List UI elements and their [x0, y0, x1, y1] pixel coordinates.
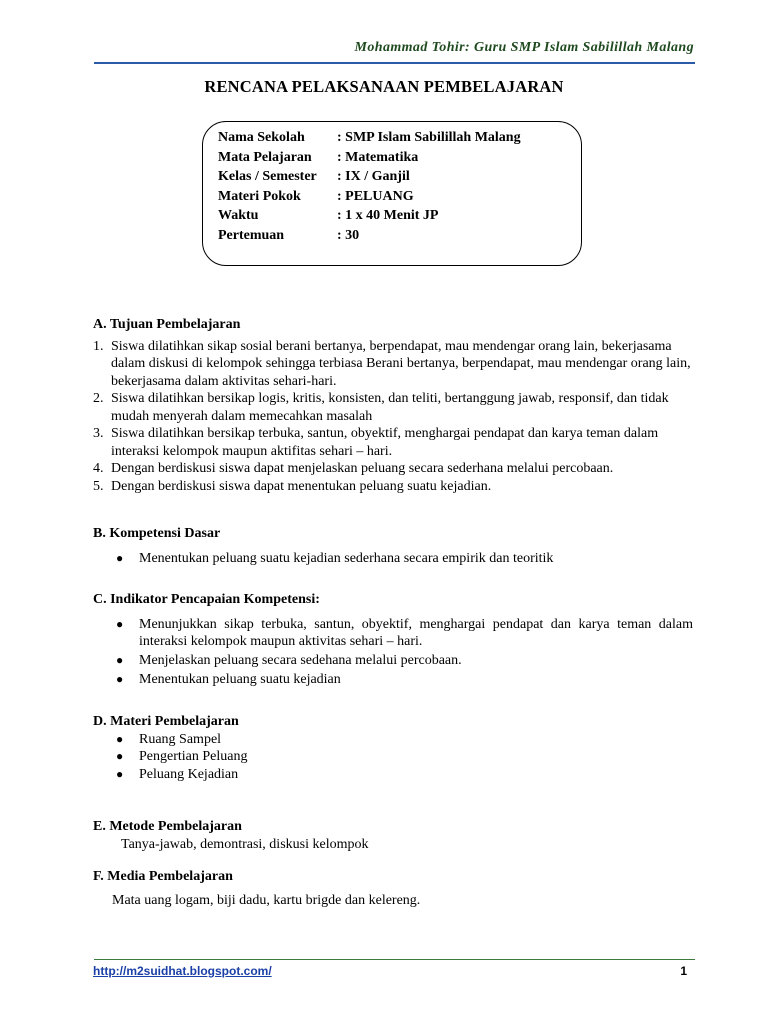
- item-text: Siswa dilatihkan bersikap logis, kritis, konsisten, dan teliti, bertanggung jawab, responsif, dan tidak mudah menyerah dalam memecahkan masalah: [111, 391, 669, 424]
- bullet-icon: ●: [116, 749, 124, 763]
- section-materi: [93, 713, 693, 783]
- kompetensi-list: [93, 550, 693, 568]
- list-item: [93, 338, 693, 391]
- media-text: Mata uang logam, biji dadu, kartu brigde dan kelereng.: [112, 892, 421, 908]
- item-text: Dengan berdiskusi siswa dapat menjelaskan peluang secara sederhana melalui percobaan.: [111, 461, 614, 476]
- section-indikator: [93, 591, 693, 689]
- bullet-icon: ●: [116, 550, 124, 565]
- bullet-icon: ●: [116, 616, 124, 631]
- item-text: Menjelaskan peluang secara sedehana melalui percobaan.: [139, 652, 462, 668]
- page-number: 1: [680, 964, 687, 978]
- bullet-icon: ●: [116, 766, 124, 781]
- bullet-icon: ●: [116, 731, 124, 746]
- item-text: Peluang Kejadian: [139, 766, 239, 782]
- list-item: [93, 671, 693, 689]
- item-text: Ruang Sampel: [139, 731, 222, 747]
- item-number: 4.: [93, 461, 104, 476]
- item-number: 5.: [93, 478, 104, 494]
- info-row: [218, 150, 521, 170]
- bullet-icon: ●: [116, 652, 124, 667]
- info-key: Waktu: [218, 208, 259, 223]
- info-value: : Matematika: [337, 149, 419, 165]
- bullet-icon: ●: [116, 672, 124, 686]
- info-row: [218, 208, 521, 228]
- section-title: A. Tujuan Pembelajaran: [93, 317, 241, 332]
- indikator-list: [93, 616, 693, 689]
- info-row: [218, 228, 521, 248]
- section-title: E. Metode Pembelajaran: [93, 819, 242, 834]
- info-value: : IX / Ganjil: [337, 169, 410, 184]
- info-row: [218, 130, 521, 150]
- header-rule: [94, 62, 695, 64]
- list-item: [93, 731, 693, 749]
- item-number: 3.: [93, 426, 104, 441]
- list-item: [93, 766, 693, 784]
- section-title: F. Media Pembelajaran: [93, 869, 233, 884]
- item-number: 1.: [93, 338, 104, 354]
- item-number: 2.: [93, 391, 104, 406]
- materi-list: [93, 731, 693, 784]
- item-text: Siswa dilatihkan bersikap terbuka, santun, obyektif, menghargai pendapat dan karya teman dalam interaksi kelompok maupun aktifitas sehari – hari.: [111, 426, 659, 459]
- section-tujuan: [93, 316, 693, 495]
- section-kompetensi-dasar: [93, 525, 693, 567]
- info-row: [218, 189, 521, 209]
- list-item: [93, 460, 693, 478]
- running-header: Mohammad Tohir: Guru SMP Islam Sabilillah Malang: [354, 40, 694, 55]
- section-title: C. Indikator Pencapaian Kompetensi:: [93, 592, 320, 607]
- item-text: Pengertian Peluang: [139, 749, 248, 764]
- info-row: [218, 169, 521, 189]
- list-item: [93, 652, 693, 670]
- tujuan-list: [93, 338, 693, 496]
- list-item: [93, 550, 693, 568]
- list-item: [93, 616, 693, 651]
- info-key: Mata Pelajaran: [218, 149, 312, 165]
- list-item: [93, 748, 693, 766]
- footer-rule: [94, 959, 695, 960]
- item-text: Menentukan peluang suatu kejadian sederhana secara empirik dan teoritik: [139, 550, 554, 566]
- info-key: Pertemuan: [218, 227, 285, 243]
- info-key: Materi Pokok: [218, 188, 301, 204]
- item-text: Menunjukkan sikap terbuka, santun, obyektif, menghargai pendapat dan karya teman dalam interaksi kelompok maupun aktivitas sehari – hari.: [139, 616, 693, 649]
- item-text: Siswa dilatihkan sikap sosial berani bertanya, berpendapat, mau mendengar orang lain, bekerjasama dalam diskusi di kelompok sehingga terbiasa Berani bertanya, berpendapat, mau mendengar orang lain, bekerjasama dalam aktivitas sehari-hari.: [111, 338, 691, 389]
- list-item: [93, 390, 693, 425]
- info-value: : 30: [337, 227, 360, 243]
- info-key: Nama Sekolah: [218, 130, 305, 145]
- list-item: [93, 478, 693, 496]
- item-text: Menentukan peluang suatu kejadian: [139, 672, 341, 687]
- info-table: [218, 130, 521, 247]
- info-value: : 1 x 40 Menit JP: [337, 208, 439, 223]
- section-metode: [93, 818, 693, 853]
- info-value: : PELUANG: [337, 188, 414, 204]
- page-title: RENCANA PELAKSANAAN PEMBELAJARAN: [204, 77, 564, 96]
- info-key: Kelas / Semester: [218, 169, 317, 184]
- footer-link[interactable]: http://m2suidhat.blogspot.com/: [93, 964, 272, 978]
- list-item: [93, 425, 693, 460]
- section-media: [93, 868, 693, 909]
- section-title: D. Materi Pembelajaran: [93, 714, 239, 729]
- metode-text: Tanya-jawab, demontrasi, diskusi kelompok: [121, 836, 369, 852]
- section-title: B. Kompetensi Dasar: [93, 526, 221, 541]
- item-text: Dengan berdiskusi siswa dapat menentukan peluang suatu kejadian.: [111, 478, 492, 494]
- info-value: : SMP Islam Sabilillah Malang: [337, 130, 521, 145]
